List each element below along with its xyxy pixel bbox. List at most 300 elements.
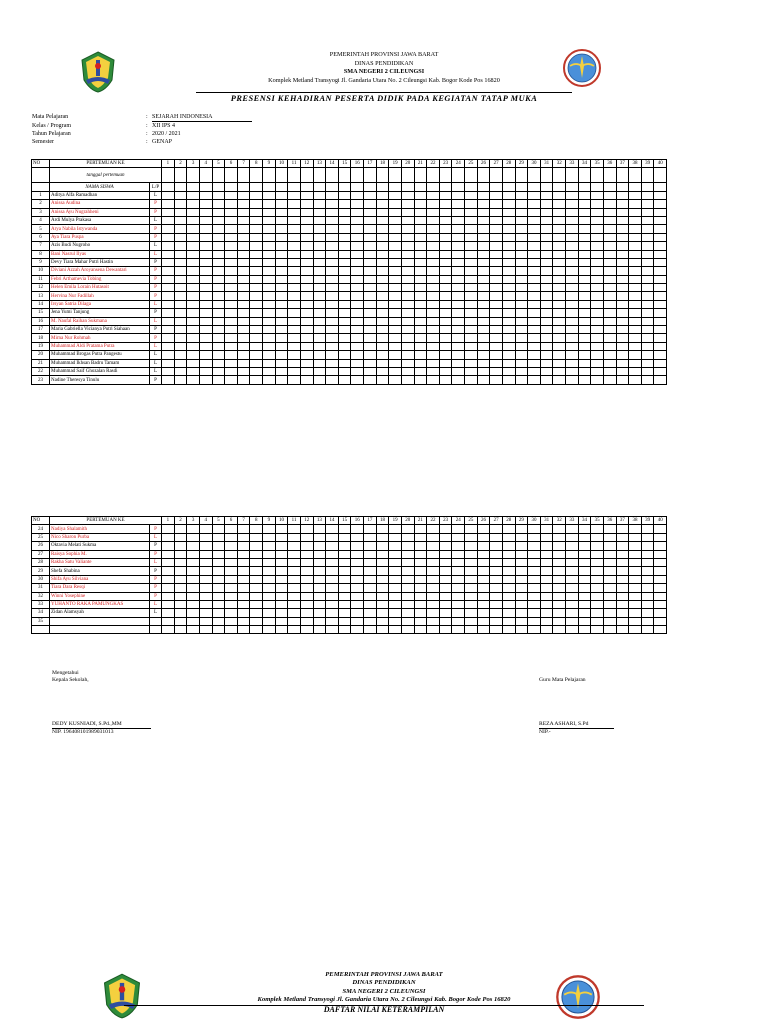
attendance-cell[interactable] xyxy=(465,292,478,300)
attendance-cell[interactable] xyxy=(439,216,452,224)
attendance-cell[interactable] xyxy=(553,317,566,325)
attendance-cell[interactable] xyxy=(212,376,225,384)
attendance-cell[interactable] xyxy=(528,326,541,334)
meeting-date-cell[interactable] xyxy=(313,168,326,183)
attendance-cell[interactable] xyxy=(591,558,604,566)
attendance-cell[interactable] xyxy=(629,542,642,550)
attendance-cell[interactable] xyxy=(174,367,187,375)
attendance-cell[interactable] xyxy=(212,342,225,350)
attendance-cell[interactable] xyxy=(654,326,667,334)
attendance-cell[interactable] xyxy=(427,617,440,625)
attendance-cell[interactable] xyxy=(629,225,642,233)
attendance-cell[interactable] xyxy=(174,200,187,208)
attendance-cell[interactable] xyxy=(288,242,301,250)
attendance-cell[interactable] xyxy=(515,258,528,266)
attendance-cell[interactable] xyxy=(566,250,579,258)
attendance-cell[interactable] xyxy=(326,300,339,308)
attendance-cell[interactable] xyxy=(300,275,313,283)
attendance-cell[interactable] xyxy=(553,183,566,191)
attendance-cell[interactable] xyxy=(414,267,427,275)
attendance-cell[interactable] xyxy=(439,600,452,608)
attendance-cell[interactable] xyxy=(616,216,629,224)
attendance-cell[interactable] xyxy=(616,284,629,292)
attendance-cell[interactable] xyxy=(616,242,629,250)
meeting-date-cell[interactable] xyxy=(452,168,465,183)
attendance-cell[interactable] xyxy=(401,342,414,350)
attendance-cell[interactable] xyxy=(275,183,288,191)
attendance-cell[interactable] xyxy=(326,592,339,600)
attendance-cell[interactable] xyxy=(300,558,313,566)
attendance-cell[interactable] xyxy=(477,367,490,375)
attendance-cell[interactable] xyxy=(313,275,326,283)
attendance-cell[interactable] xyxy=(591,216,604,224)
attendance-cell[interactable] xyxy=(528,359,541,367)
attendance-cell[interactable] xyxy=(351,609,364,617)
attendance-cell[interactable] xyxy=(351,558,364,566)
attendance-cell[interactable] xyxy=(477,284,490,292)
attendance-cell[interactable] xyxy=(439,367,452,375)
attendance-cell[interactable] xyxy=(427,334,440,342)
attendance-cell[interactable] xyxy=(603,584,616,592)
attendance-cell[interactable] xyxy=(641,292,654,300)
attendance-cell[interactable] xyxy=(641,542,654,550)
attendance-cell[interactable] xyxy=(237,284,250,292)
attendance-cell[interactable] xyxy=(502,609,515,617)
attendance-cell[interactable] xyxy=(225,208,238,216)
attendance-cell[interactable] xyxy=(578,376,591,384)
attendance-cell[interactable] xyxy=(187,334,200,342)
attendance-cell[interactable] xyxy=(439,326,452,334)
attendance-cell[interactable] xyxy=(263,359,276,367)
attendance-cell[interactable] xyxy=(477,250,490,258)
attendance-cell[interactable] xyxy=(313,300,326,308)
attendance-cell[interactable] xyxy=(566,200,579,208)
attendance-cell[interactable] xyxy=(616,225,629,233)
attendance-cell[interactable] xyxy=(225,626,238,634)
attendance-cell[interactable] xyxy=(629,216,642,224)
attendance-cell[interactable] xyxy=(351,351,364,359)
attendance-cell[interactable] xyxy=(288,584,301,592)
attendance-cell[interactable] xyxy=(326,317,339,325)
attendance-cell[interactable] xyxy=(401,242,414,250)
attendance-cell[interactable] xyxy=(591,626,604,634)
attendance-cell[interactable] xyxy=(452,351,465,359)
attendance-cell[interactable] xyxy=(465,300,478,308)
attendance-cell[interactable] xyxy=(174,292,187,300)
attendance-cell[interactable] xyxy=(212,575,225,583)
attendance-cell[interactable] xyxy=(376,200,389,208)
attendance-cell[interactable] xyxy=(528,267,541,275)
attendance-cell[interactable] xyxy=(376,191,389,199)
attendance-cell[interactable] xyxy=(313,326,326,334)
attendance-cell[interactable] xyxy=(566,191,579,199)
attendance-cell[interactable] xyxy=(288,567,301,575)
attendance-cell[interactable] xyxy=(174,609,187,617)
attendance-cell[interactable] xyxy=(364,367,377,375)
attendance-cell[interactable] xyxy=(212,359,225,367)
attendance-cell[interactable] xyxy=(300,533,313,541)
attendance-cell[interactable] xyxy=(162,592,175,600)
attendance-cell[interactable] xyxy=(477,584,490,592)
attendance-cell[interactable] xyxy=(237,300,250,308)
attendance-cell[interactable] xyxy=(263,191,276,199)
attendance-cell[interactable] xyxy=(326,292,339,300)
attendance-cell[interactable] xyxy=(654,275,667,283)
attendance-cell[interactable] xyxy=(162,225,175,233)
attendance-cell[interactable] xyxy=(174,376,187,384)
attendance-cell[interactable] xyxy=(199,300,212,308)
attendance-cell[interactable] xyxy=(288,250,301,258)
attendance-cell[interactable] xyxy=(174,600,187,608)
attendance-cell[interactable] xyxy=(465,359,478,367)
attendance-cell[interactable] xyxy=(414,242,427,250)
attendance-cell[interactable] xyxy=(540,200,553,208)
attendance-cell[interactable] xyxy=(515,233,528,241)
attendance-cell[interactable] xyxy=(477,626,490,634)
attendance-cell[interactable] xyxy=(162,525,175,533)
attendance-cell[interactable] xyxy=(326,600,339,608)
attendance-cell[interactable] xyxy=(376,575,389,583)
attendance-cell[interactable] xyxy=(389,233,402,241)
attendance-cell[interactable] xyxy=(427,567,440,575)
attendance-cell[interactable] xyxy=(250,200,263,208)
attendance-cell[interactable] xyxy=(199,542,212,550)
attendance-cell[interactable] xyxy=(237,351,250,359)
attendance-cell[interactable] xyxy=(465,200,478,208)
attendance-cell[interactable] xyxy=(351,317,364,325)
attendance-cell[interactable] xyxy=(338,200,351,208)
attendance-cell[interactable] xyxy=(553,216,566,224)
attendance-cell[interactable] xyxy=(300,359,313,367)
attendance-cell[interactable] xyxy=(616,367,629,375)
attendance-cell[interactable] xyxy=(187,242,200,250)
attendance-cell[interactable] xyxy=(275,342,288,350)
attendance-cell[interactable] xyxy=(591,233,604,241)
attendance-cell[interactable] xyxy=(376,216,389,224)
attendance-cell[interactable] xyxy=(389,191,402,199)
attendance-cell[interactable] xyxy=(212,609,225,617)
attendance-cell[interactable] xyxy=(553,617,566,625)
attendance-cell[interactable] xyxy=(275,558,288,566)
attendance-cell[interactable] xyxy=(174,309,187,317)
attendance-cell[interactable] xyxy=(376,258,389,266)
attendance-cell[interactable] xyxy=(401,367,414,375)
attendance-cell[interactable] xyxy=(502,284,515,292)
attendance-cell[interactable] xyxy=(591,191,604,199)
attendance-cell[interactable] xyxy=(401,567,414,575)
attendance-cell[interactable] xyxy=(553,342,566,350)
attendance-cell[interactable] xyxy=(212,525,225,533)
attendance-cell[interactable] xyxy=(313,309,326,317)
attendance-cell[interactable] xyxy=(452,542,465,550)
attendance-cell[interactable] xyxy=(389,267,402,275)
attendance-cell[interactable] xyxy=(401,592,414,600)
attendance-cell[interactable] xyxy=(237,200,250,208)
attendance-cell[interactable] xyxy=(502,275,515,283)
attendance-cell[interactable] xyxy=(174,326,187,334)
attendance-cell[interactable] xyxy=(237,326,250,334)
attendance-cell[interactable] xyxy=(376,334,389,342)
attendance-cell[interactable] xyxy=(162,567,175,575)
attendance-cell[interactable] xyxy=(250,208,263,216)
attendance-cell[interactable] xyxy=(566,592,579,600)
attendance-cell[interactable] xyxy=(401,183,414,191)
attendance-cell[interactable] xyxy=(162,258,175,266)
attendance-cell[interactable] xyxy=(540,550,553,558)
attendance-cell[interactable] xyxy=(553,575,566,583)
attendance-cell[interactable] xyxy=(212,275,225,283)
attendance-cell[interactable] xyxy=(300,183,313,191)
attendance-cell[interactable] xyxy=(389,367,402,375)
attendance-cell[interactable] xyxy=(288,367,301,375)
attendance-cell[interactable] xyxy=(199,592,212,600)
attendance-cell[interactable] xyxy=(263,376,276,384)
attendance-cell[interactable] xyxy=(174,300,187,308)
attendance-cell[interactable] xyxy=(187,183,200,191)
attendance-cell[interactable] xyxy=(629,550,642,558)
attendance-cell[interactable] xyxy=(364,183,377,191)
attendance-cell[interactable] xyxy=(616,550,629,558)
attendance-cell[interactable] xyxy=(162,600,175,608)
attendance-cell[interactable] xyxy=(275,567,288,575)
attendance-cell[interactable] xyxy=(427,351,440,359)
attendance-cell[interactable] xyxy=(162,275,175,283)
attendance-cell[interactable] xyxy=(338,617,351,625)
attendance-cell[interactable] xyxy=(528,258,541,266)
attendance-cell[interactable] xyxy=(376,183,389,191)
attendance-cell[interactable] xyxy=(439,626,452,634)
attendance-cell[interactable] xyxy=(603,309,616,317)
attendance-cell[interactable] xyxy=(578,208,591,216)
attendance-cell[interactable] xyxy=(629,617,642,625)
meeting-date-cell[interactable] xyxy=(427,168,440,183)
attendance-cell[interactable] xyxy=(566,275,579,283)
attendance-cell[interactable] xyxy=(502,300,515,308)
meeting-date-cell[interactable] xyxy=(629,168,642,183)
attendance-cell[interactable] xyxy=(578,334,591,342)
attendance-cell[interactable] xyxy=(187,300,200,308)
attendance-cell[interactable] xyxy=(629,326,642,334)
attendance-cell[interactable] xyxy=(566,609,579,617)
attendance-cell[interactable] xyxy=(566,317,579,325)
attendance-cell[interactable] xyxy=(414,183,427,191)
attendance-cell[interactable] xyxy=(603,334,616,342)
attendance-cell[interactable] xyxy=(490,533,503,541)
attendance-cell[interactable] xyxy=(376,275,389,283)
attendance-cell[interactable] xyxy=(300,200,313,208)
attendance-cell[interactable] xyxy=(225,351,238,359)
attendance-cell[interactable] xyxy=(528,550,541,558)
attendance-cell[interactable] xyxy=(263,533,276,541)
attendance-cell[interactable] xyxy=(389,626,402,634)
attendance-cell[interactable] xyxy=(187,359,200,367)
attendance-cell[interactable] xyxy=(225,609,238,617)
attendance-cell[interactable] xyxy=(414,558,427,566)
attendance-cell[interactable] xyxy=(162,242,175,250)
attendance-cell[interactable] xyxy=(225,200,238,208)
attendance-cell[interactable] xyxy=(389,183,402,191)
attendance-cell[interactable] xyxy=(313,533,326,541)
attendance-cell[interactable] xyxy=(326,351,339,359)
attendance-cell[interactable] xyxy=(351,258,364,266)
attendance-cell[interactable] xyxy=(174,558,187,566)
attendance-cell[interactable] xyxy=(616,258,629,266)
attendance-cell[interactable] xyxy=(414,258,427,266)
attendance-cell[interactable] xyxy=(515,558,528,566)
meeting-date-cell[interactable] xyxy=(199,168,212,183)
attendance-cell[interactable] xyxy=(439,567,452,575)
attendance-cell[interactable] xyxy=(427,292,440,300)
attendance-cell[interactable] xyxy=(515,334,528,342)
attendance-cell[interactable] xyxy=(490,242,503,250)
attendance-cell[interactable] xyxy=(490,600,503,608)
attendance-cell[interactable] xyxy=(199,600,212,608)
attendance-cell[interactable] xyxy=(641,242,654,250)
attendance-cell[interactable] xyxy=(199,326,212,334)
attendance-cell[interactable] xyxy=(553,309,566,317)
attendance-cell[interactable] xyxy=(490,367,503,375)
attendance-cell[interactable] xyxy=(427,183,440,191)
attendance-cell[interactable] xyxy=(578,267,591,275)
attendance-cell[interactable] xyxy=(553,284,566,292)
attendance-cell[interactable] xyxy=(401,575,414,583)
attendance-cell[interactable] xyxy=(591,183,604,191)
attendance-cell[interactable] xyxy=(465,225,478,233)
meeting-date-cell[interactable] xyxy=(364,168,377,183)
attendance-cell[interactable] xyxy=(452,191,465,199)
attendance-cell[interactable] xyxy=(629,208,642,216)
attendance-cell[interactable] xyxy=(401,600,414,608)
attendance-cell[interactable] xyxy=(263,626,276,634)
attendance-cell[interactable] xyxy=(250,275,263,283)
attendance-cell[interactable] xyxy=(401,233,414,241)
attendance-cell[interactable] xyxy=(401,275,414,283)
attendance-cell[interactable] xyxy=(578,191,591,199)
attendance-cell[interactable] xyxy=(401,550,414,558)
attendance-cell[interactable] xyxy=(629,592,642,600)
attendance-cell[interactable] xyxy=(326,567,339,575)
attendance-cell[interactable] xyxy=(401,225,414,233)
attendance-cell[interactable] xyxy=(300,292,313,300)
attendance-cell[interactable] xyxy=(654,542,667,550)
attendance-cell[interactable] xyxy=(502,183,515,191)
attendance-cell[interactable] xyxy=(300,242,313,250)
meeting-date-cell[interactable] xyxy=(566,168,579,183)
attendance-cell[interactable] xyxy=(439,609,452,617)
attendance-cell[interactable] xyxy=(427,309,440,317)
attendance-cell[interactable] xyxy=(351,575,364,583)
attendance-cell[interactable] xyxy=(578,216,591,224)
attendance-cell[interactable] xyxy=(288,326,301,334)
attendance-cell[interactable] xyxy=(477,359,490,367)
attendance-cell[interactable] xyxy=(364,558,377,566)
attendance-cell[interactable] xyxy=(250,342,263,350)
attendance-cell[interactable] xyxy=(528,275,541,283)
attendance-cell[interactable] xyxy=(477,258,490,266)
attendance-cell[interactable] xyxy=(629,626,642,634)
attendance-cell[interactable] xyxy=(364,317,377,325)
attendance-cell[interactable] xyxy=(313,575,326,583)
attendance-cell[interactable] xyxy=(452,183,465,191)
attendance-cell[interactable] xyxy=(528,292,541,300)
attendance-cell[interactable] xyxy=(566,326,579,334)
attendance-cell[interactable] xyxy=(401,250,414,258)
attendance-cell[interactable] xyxy=(338,567,351,575)
attendance-cell[interactable] xyxy=(439,208,452,216)
attendance-cell[interactable] xyxy=(452,609,465,617)
attendance-cell[interactable] xyxy=(452,342,465,350)
attendance-cell[interactable] xyxy=(591,617,604,625)
attendance-cell[interactable] xyxy=(654,191,667,199)
attendance-cell[interactable] xyxy=(263,317,276,325)
meeting-date-cell[interactable] xyxy=(439,168,452,183)
attendance-cell[interactable] xyxy=(578,317,591,325)
attendance-cell[interactable] xyxy=(225,376,238,384)
attendance-cell[interactable] xyxy=(654,376,667,384)
attendance-cell[interactable] xyxy=(641,191,654,199)
attendance-cell[interactable] xyxy=(250,584,263,592)
attendance-cell[interactable] xyxy=(237,533,250,541)
attendance-cell[interactable] xyxy=(212,533,225,541)
attendance-cell[interactable] xyxy=(225,216,238,224)
attendance-cell[interactable] xyxy=(515,242,528,250)
attendance-cell[interactable] xyxy=(641,258,654,266)
attendance-cell[interactable] xyxy=(629,242,642,250)
attendance-cell[interactable] xyxy=(515,533,528,541)
attendance-cell[interactable] xyxy=(591,542,604,550)
attendance-cell[interactable] xyxy=(439,342,452,350)
attendance-cell[interactable] xyxy=(603,292,616,300)
attendance-cell[interactable] xyxy=(199,334,212,342)
attendance-cell[interactable] xyxy=(427,558,440,566)
attendance-cell[interactable] xyxy=(591,592,604,600)
meeting-date-cell[interactable] xyxy=(300,168,313,183)
attendance-cell[interactable] xyxy=(376,351,389,359)
attendance-cell[interactable] xyxy=(225,542,238,550)
attendance-cell[interactable] xyxy=(578,617,591,625)
attendance-cell[interactable] xyxy=(199,200,212,208)
attendance-cell[interactable] xyxy=(364,242,377,250)
attendance-cell[interactable] xyxy=(452,558,465,566)
attendance-cell[interactable] xyxy=(364,542,377,550)
attendance-cell[interactable] xyxy=(288,216,301,224)
attendance-cell[interactable] xyxy=(351,542,364,550)
attendance-cell[interactable] xyxy=(515,250,528,258)
attendance-cell[interactable] xyxy=(490,267,503,275)
attendance-cell[interactable] xyxy=(465,342,478,350)
attendance-cell[interactable] xyxy=(515,542,528,550)
attendance-cell[interactable] xyxy=(591,326,604,334)
attendance-cell[interactable] xyxy=(502,267,515,275)
attendance-cell[interactable] xyxy=(578,326,591,334)
attendance-cell[interactable] xyxy=(465,216,478,224)
attendance-cell[interactable] xyxy=(162,317,175,325)
attendance-cell[interactable] xyxy=(553,242,566,250)
attendance-cell[interactable] xyxy=(477,208,490,216)
meeting-date-cell[interactable] xyxy=(212,168,225,183)
attendance-cell[interactable] xyxy=(641,609,654,617)
attendance-cell[interactable] xyxy=(263,225,276,233)
attendance-cell[interactable] xyxy=(313,542,326,550)
attendance-cell[interactable] xyxy=(351,191,364,199)
attendance-cell[interactable] xyxy=(465,542,478,550)
attendance-cell[interactable] xyxy=(199,309,212,317)
attendance-cell[interactable] xyxy=(540,525,553,533)
attendance-cell[interactable] xyxy=(174,216,187,224)
attendance-cell[interactable] xyxy=(566,351,579,359)
attendance-cell[interactable] xyxy=(174,233,187,241)
attendance-cell[interactable] xyxy=(566,567,579,575)
